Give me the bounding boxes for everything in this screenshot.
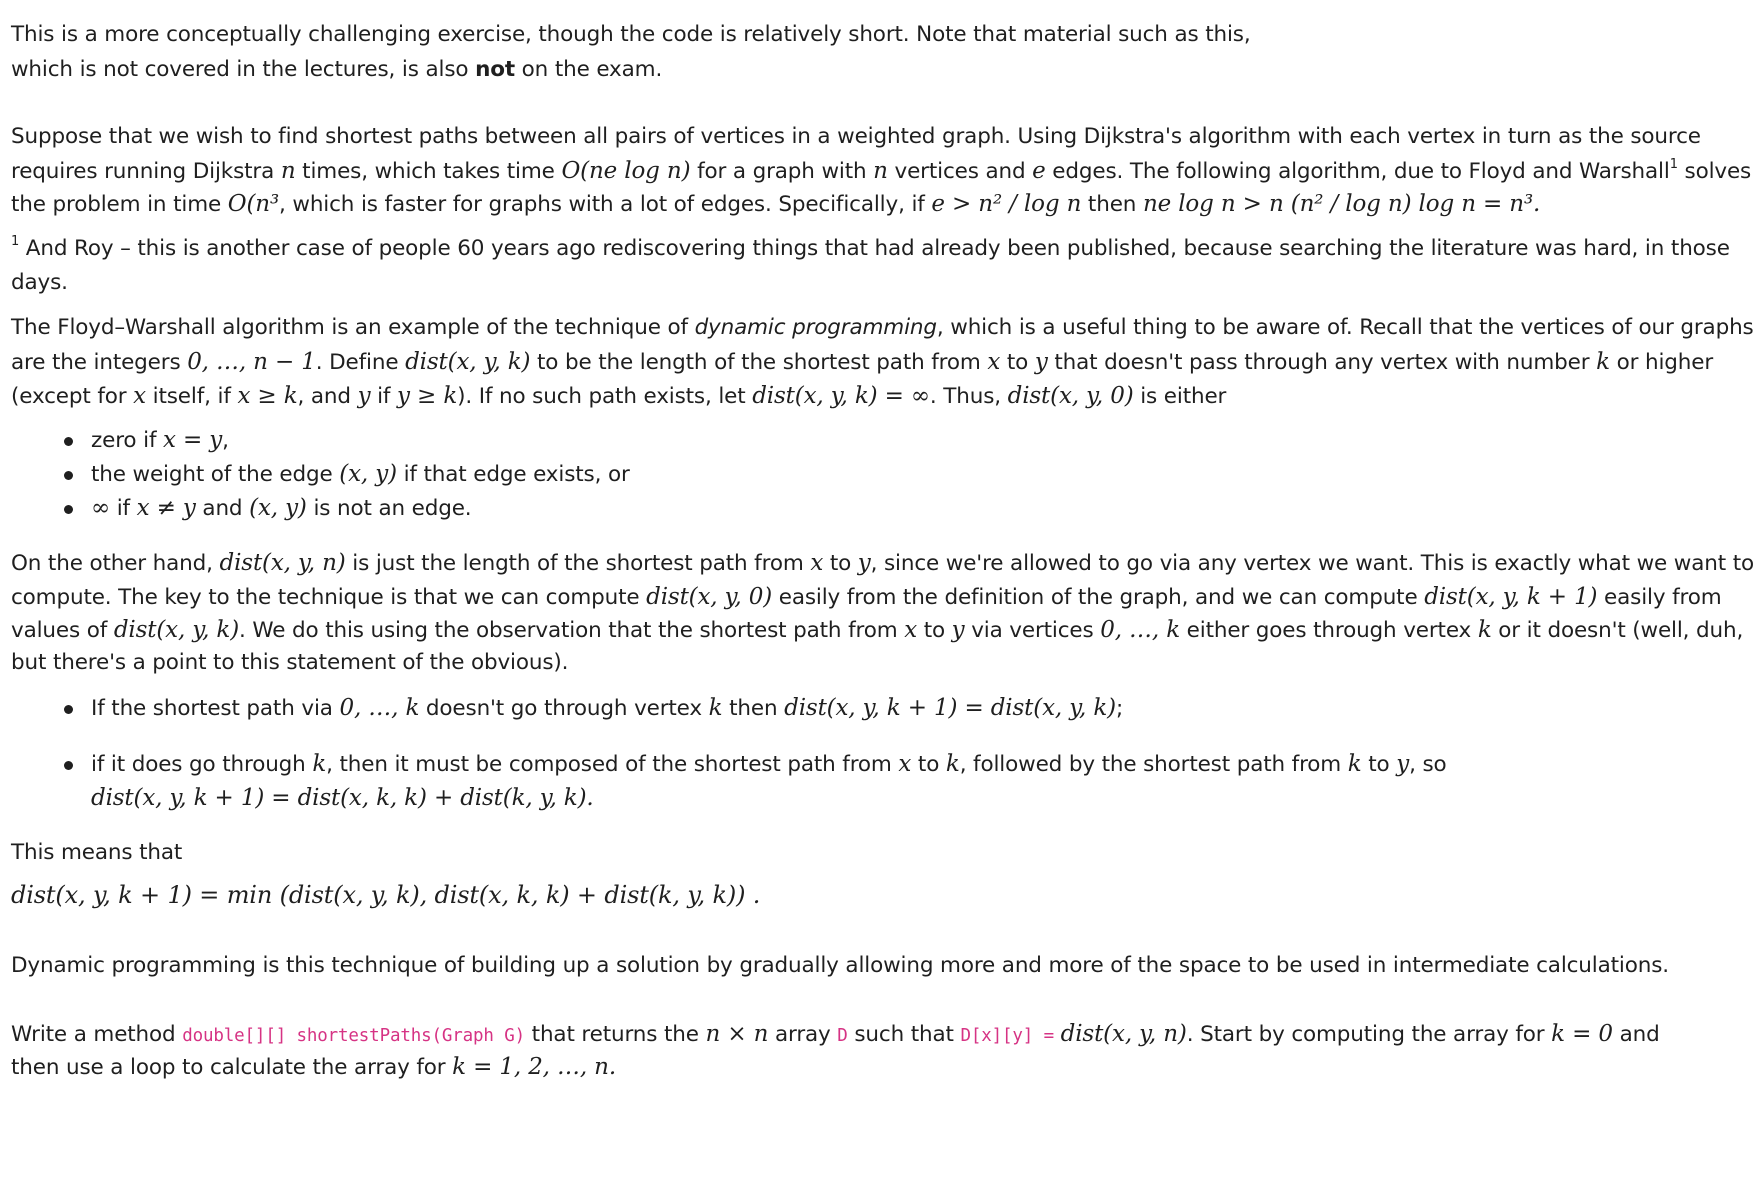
- intro-line-1: [11, 17, 1703, 53]
- math-y: y: [951, 617, 965, 643]
- text: . Start by computing the array for: [1186, 1022, 1552, 1047]
- math-dist-inf: dist(x, y, k) = ∞: [752, 383, 930, 409]
- math-complexity: O(ne log n): [561, 158, 691, 184]
- para3-line-1: [11, 545, 1754, 582]
- math-n-cubed: O(n³: [227, 191, 280, 217]
- text: but there's a point to this statement of the obvious).: [11, 650, 569, 675]
- bullet-weight: [91, 456, 1703, 493]
- para3-line-3: [11, 612, 1744, 649]
- footnote-mark: 1: [11, 233, 20, 249]
- math-dist-k: dist(x, y, k): [113, 617, 240, 643]
- para2-line-3: [11, 378, 1703, 415]
- text: to: [911, 752, 946, 777]
- bullet-dot: [64, 505, 73, 514]
- math-y: y: [1034, 349, 1048, 375]
- math-recurrence: dist(x, y, k + 1) = min (dist(x, y, k), dist(x, k, k) + dist(k, y, k)) .: [11, 881, 761, 909]
- text: vertices and: [887, 159, 1033, 184]
- para2-line-1: [11, 310, 1754, 346]
- bullet-through-k: [91, 746, 1703, 783]
- intro-text-1: This is a more conceptually challenging exercise, though the code is relatively short. Note that material such as this,: [11, 22, 1251, 47]
- text: to be the length of the shortest path from: [530, 350, 988, 375]
- text: , and: [297, 384, 358, 409]
- bullet-dot: [64, 705, 73, 714]
- text: . Define: [315, 350, 406, 375]
- text: array: [768, 1022, 838, 1047]
- math-dist-0: dist(x, y, 0): [646, 584, 773, 610]
- intro-text-2b: on the exam.: [514, 57, 663, 82]
- text: The Floyd–Warshall algorithm is an example of the technique of: [11, 315, 695, 340]
- text: the problem in time: [11, 192, 228, 217]
- math-infinity: ∞: [91, 495, 111, 521]
- math-y-ge-k: y ≥ k: [397, 383, 458, 409]
- para1-text: Suppose that we wish to find shortest paths between all pairs of vertices in a weighted graph. Using Dijkstra's algorithm with each vertex in turn as the source: [11, 124, 1701, 149]
- means-line: [11, 835, 1703, 871]
- math-x: x: [898, 751, 912, 777]
- text: ). If no such path exists, let: [457, 384, 753, 409]
- text: if: [110, 496, 137, 521]
- text: (except for: [11, 384, 134, 409]
- math-0-to-k: 0, …, k: [1100, 617, 1180, 643]
- bullet-not-through-k: [91, 690, 1703, 727]
- para1-line-2: [11, 153, 1752, 190]
- text: doesn't go through vertex: [419, 696, 709, 721]
- text: is just the length of the shortest path from: [345, 551, 811, 576]
- text: , followed by the shortest path from: [959, 752, 1348, 777]
- code-d: D: [837, 1026, 848, 1046]
- math-range: 0, …, n − 1: [187, 349, 316, 375]
- footnote-text: And Roy – this is another case of people 60 years ago rediscovering things that had already been published, because searching the literature was hard, in those: [19, 236, 1730, 261]
- text: compute. The key to the technique is that we can compute: [11, 585, 647, 610]
- text: values of: [11, 618, 114, 643]
- text: , which is a useful thing to be aware of. Recall that the vertices of our graphs: [936, 315, 1754, 340]
- text: the weight of the edge: [91, 462, 340, 487]
- text: to: [917, 618, 952, 643]
- math-e: e: [1032, 158, 1046, 184]
- text: , then it must be composed of the shortest path from: [326, 752, 899, 777]
- para2-line-2: [11, 344, 1714, 381]
- math-x: x: [133, 383, 146, 409]
- text: are the integers: [11, 350, 188, 375]
- text: . Thus,: [929, 384, 1008, 409]
- text: then: [722, 696, 785, 721]
- math-x-ne-y: x ≠ y: [136, 495, 196, 521]
- para3-line-4: [11, 645, 1703, 681]
- math-y: y: [857, 550, 871, 576]
- math-x: x: [904, 617, 918, 643]
- text: , since we're allowed to go via any vertex we want. This is exactly what we want to: [870, 551, 1754, 576]
- math-n: n: [280, 158, 296, 184]
- math-k: k: [1596, 349, 1610, 375]
- recurrence-formula: [11, 877, 1703, 915]
- math-x: x: [810, 550, 824, 576]
- math-k-eq-0: k = 0: [1551, 1021, 1613, 1047]
- math-inequality: e > n² / log n: [931, 191, 1082, 217]
- math-x-ge-k: x ≥ k: [237, 383, 298, 409]
- text: if: [370, 384, 398, 409]
- text: itself, if: [145, 384, 238, 409]
- math-dist: dist(x, y, k): [405, 349, 531, 375]
- math-n-by-n: n × n: [705, 1021, 769, 1047]
- text: zero if: [91, 428, 164, 453]
- means-text: This means that: [11, 840, 183, 865]
- text: If the shortest path via: [91, 696, 340, 721]
- math-edge: (x, y): [249, 495, 307, 521]
- math-k: k: [945, 751, 960, 777]
- text: then: [1081, 192, 1143, 217]
- footnote-line-2: [11, 265, 1703, 301]
- math-0-to-k: 0, …, k: [339, 695, 420, 721]
- math-dist-k1: dist(x, y, k + 1): [1424, 584, 1598, 610]
- text: to: [1361, 752, 1397, 777]
- math-edge: (x, y): [339, 461, 397, 487]
- dynprog-text: Dynamic programming is this technique of building up a solution by gradually allowing more and more of the space to be used in intermediate calculations.: [11, 953, 1669, 978]
- text: if it does go through: [91, 752, 313, 777]
- text: such that: [847, 1022, 961, 1047]
- bullet-zero: [91, 422, 1703, 459]
- text: Write a method: [11, 1022, 183, 1047]
- text: solves: [1677, 159, 1752, 184]
- footnote-text-2: days.: [11, 270, 68, 295]
- text: is either: [1133, 384, 1227, 409]
- text: easily from: [1597, 585, 1722, 610]
- para1-line-3: [11, 186, 1703, 223]
- intro-line-2: [11, 52, 1703, 88]
- bullet-infinity: [91, 490, 1703, 527]
- math-x: x: [987, 349, 1001, 375]
- text: to: [1000, 350, 1035, 375]
- dynprog-line: [11, 948, 1703, 984]
- text: and: [195, 496, 250, 521]
- text: is not an edge.: [306, 496, 472, 521]
- footnote-ref[interactable]: 1: [1669, 156, 1678, 172]
- math-dist-sum: dist(x, y, k + 1) = dist(x, k, k) + dist(k, y, k).: [91, 785, 594, 811]
- text: if that edge exists, or: [396, 462, 630, 487]
- text: then use a loop to calculate the array for: [11, 1055, 453, 1080]
- math-k: k: [312, 751, 327, 777]
- math-y: y: [1396, 751, 1410, 777]
- text: or higher: [1609, 350, 1714, 375]
- math-k: k: [1477, 617, 1492, 643]
- math-chain: ne log n > n (n² / log n) log n = n³.: [1142, 191, 1541, 217]
- emphasis-dynamic-programming: dynamic programming: [694, 315, 937, 340]
- math-k-sequence: k = 1, 2, …, n.: [452, 1054, 616, 1080]
- math-y: y: [357, 383, 371, 409]
- math-n: n: [873, 158, 888, 184]
- math-dist-0: dist(x, y, 0): [1007, 383, 1134, 409]
- text: to: [823, 551, 858, 576]
- para3-line-2: [11, 579, 1722, 616]
- code-method-signature: double[][] shortestPaths(Graph G): [182, 1026, 525, 1046]
- math-x-eq-y: x = y: [163, 427, 223, 453]
- text: that returns the: [524, 1022, 706, 1047]
- text: either goes through vertex: [1180, 618, 1478, 643]
- text: and: [1612, 1022, 1660, 1047]
- text: times, which takes time: [295, 159, 562, 184]
- code-d-index: D[x][y] =: [960, 1026, 1054, 1046]
- math-k: k: [1347, 751, 1362, 777]
- text: via vertices: [964, 618, 1101, 643]
- footnote-line-1: [11, 231, 1730, 267]
- text: On the other hand,: [11, 551, 220, 576]
- bullet-dot: [64, 761, 73, 770]
- intro-bold-not: not: [475, 57, 515, 82]
- text: requires running Dijkstra: [11, 159, 281, 184]
- text: ;: [1115, 696, 1124, 721]
- math-dist-n: dist(x, y, n): [1060, 1021, 1187, 1047]
- text: , which is faster for graphs with a lot of edges. Specifically, if: [279, 192, 932, 217]
- bullet-dot: [64, 437, 73, 446]
- text: ,: [222, 428, 229, 453]
- text: . We do this using the observation that the shortest path from: [239, 618, 905, 643]
- math-k: k: [708, 695, 723, 721]
- text: easily from the definition of the graph, and we can compute: [772, 585, 1425, 610]
- text: edges. The following algorithm, due to Floyd and Warshall: [1045, 159, 1670, 184]
- intro-text-2a: which is not covered in the lectures, is also: [11, 57, 476, 82]
- bullet-dot: [64, 471, 73, 480]
- text: or it doesn't (well, duh,: [1491, 618, 1744, 643]
- para1-line-1: [11, 119, 1703, 155]
- task-line-2: [11, 1049, 1703, 1086]
- text: that doesn't pass through any vertex with number: [1047, 350, 1597, 375]
- math-dist-n: dist(x, y, n): [219, 550, 346, 576]
- bullet-through-k-formula: [91, 780, 1703, 817]
- math-dist-equality: dist(x, y, k + 1) = dist(x, y, k): [784, 695, 1116, 721]
- text: for a graph with: [690, 159, 874, 184]
- text: , so: [1409, 752, 1447, 777]
